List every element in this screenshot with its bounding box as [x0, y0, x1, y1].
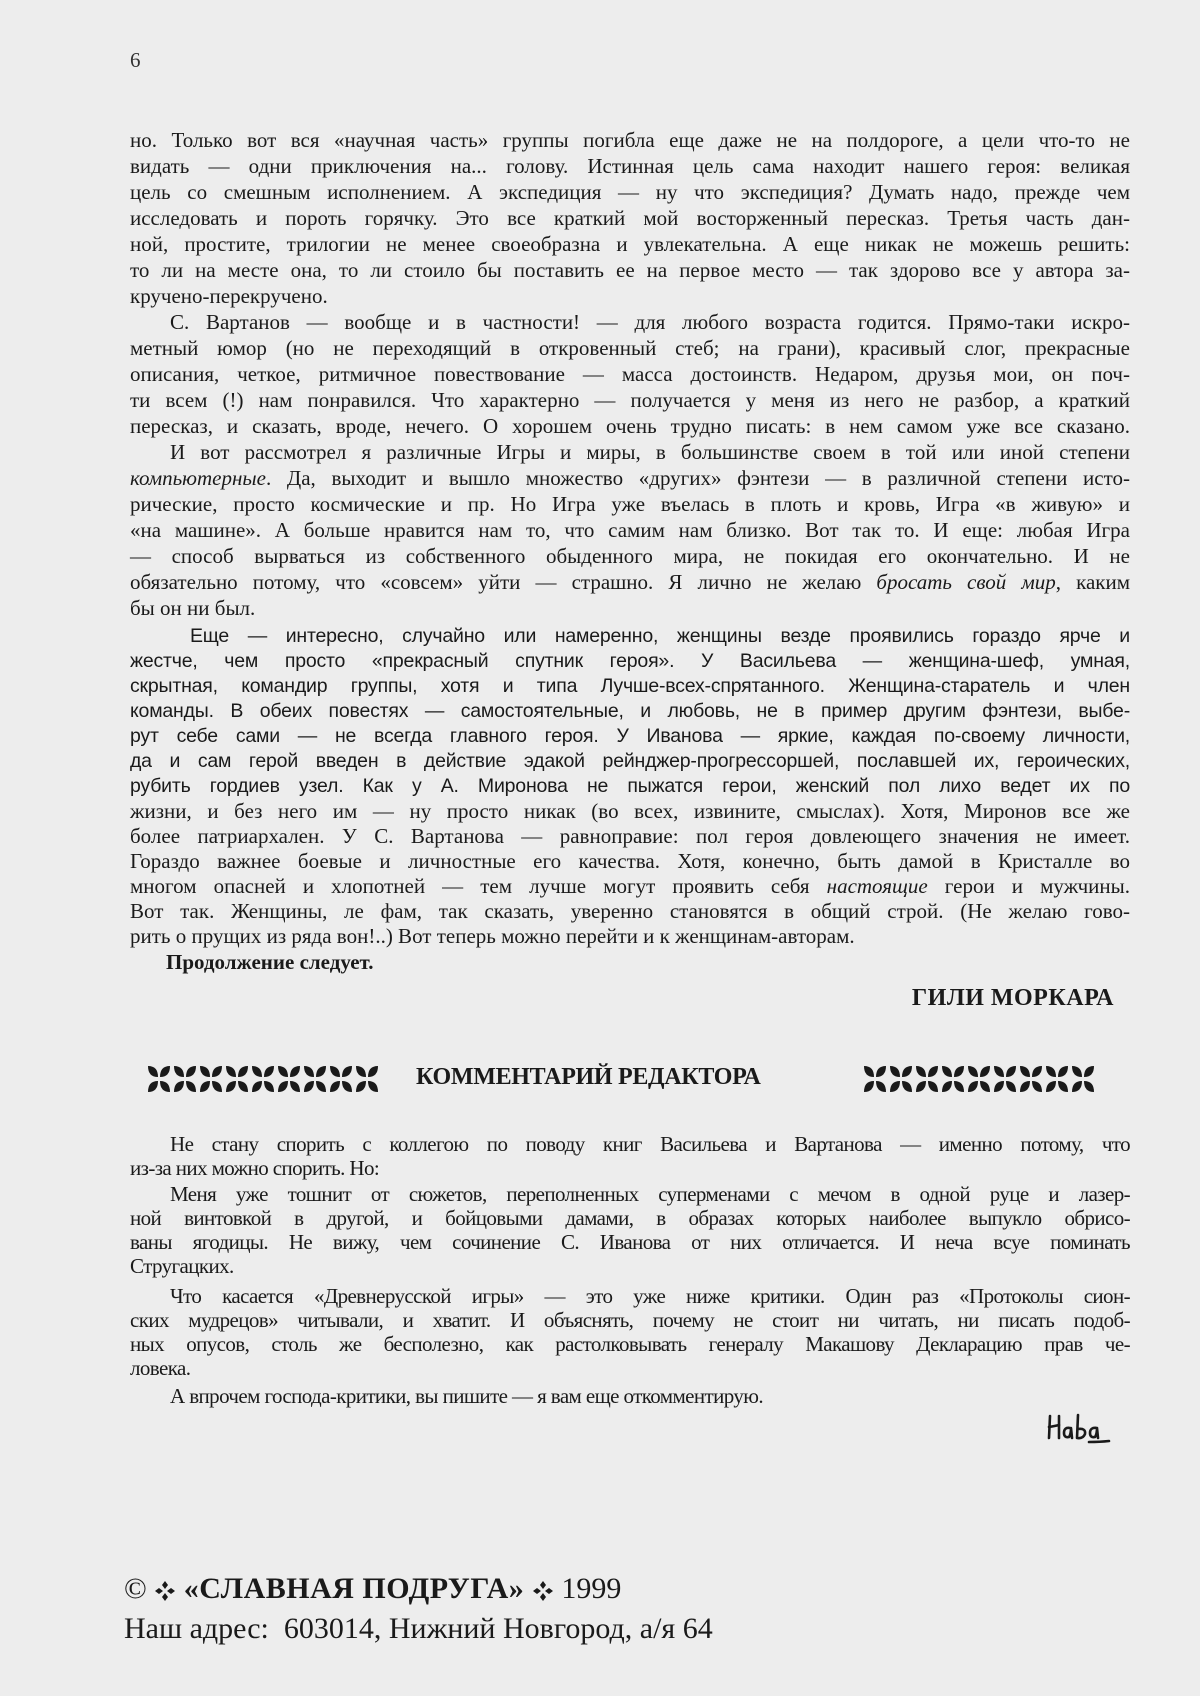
text-line: Вот так. Женщины, ле фам, так сказать, уверенно становятся в общий строй. (Не желаю гово- — [130, 899, 1130, 923]
text-line: рут себе сами — не всегда главного героя. У Иванова — яркие, каждая по-своему личности, — [130, 725, 1130, 747]
italic-text: компьютерные — [130, 466, 266, 490]
text-line: цель со смешным исполнением. А экспедиция — ну что экспедиция? Думать надо, прежде чем — [130, 180, 1130, 204]
editor-comment-title: КОММЕНТАРИЙ РЕДАКТОРА — [416, 1064, 761, 1090]
text-line: рить о прущих из ряда вон!..) Вот теперь можно перейти и к женщинам-авторам. — [130, 924, 855, 948]
text-line: да и сам герой введен в действие эдакой рейнджер-прогрессоршей, пославшей их, героических, — [130, 750, 1130, 772]
text-line: команды. В обеих повестях — самостоятельные, и любовь, не в пример другим фэнтези, выбе- — [130, 700, 1130, 722]
text-line: Что касается «Древнерусской игры» — это уже ниже критики. Один раз «Протоколы сион- — [170, 1284, 1130, 1308]
text-line: пересказ, и сказать, вроде, нечего. О хорошем очень трудно писать: в нем самом уже все сказано. — [130, 414, 1130, 438]
text-line: ти всем (!) нам понравился. Что характерно — получается у меня из него не разбор, а краткий — [130, 388, 1130, 412]
text-line: Гораздо важнее боевые и личностные его качества. Хотя, конечно, быть дамой в Кристалле во — [130, 849, 1130, 873]
text-line: И вот рассмотрел я различные Игры и миры, в большинстве своем в той или иной степени — [170, 440, 1130, 464]
address-value: 603014, Нижний Новгород, а/я 64 — [283, 1612, 713, 1645]
text-line: ловека. — [130, 1356, 191, 1380]
text-line: ной, простите, трилогии не менее своеобразна и увлекательна. А еще никак не можешь решить: — [130, 232, 1130, 256]
text-line: Не стану спорить с коллегою по поводу книг Васильева и Вартанова — именно потому, что — [170, 1132, 1130, 1156]
text-span: герои и мужчины. — [927, 874, 1130, 898]
leaf-chain-ornament-icon — [146, 1064, 386, 1094]
text-line: ной винтовкой в другой, и бойцовыми дамами, в образах которых наиболее выпукло обрисо- — [130, 1206, 1130, 1230]
text-line: но. Только вот вся «научная часть» группы погибла еще даже не на полдороге, а цели что-то не — [130, 128, 1130, 152]
italic-text: настоящие — [826, 874, 928, 898]
text-line: Еще — интересно, случайно или намеренно, женщины везде проявились гораздо ярче и — [190, 625, 1130, 647]
italic-text: бросать свой мир — [876, 570, 1056, 594]
four-diamond-icon — [154, 1580, 176, 1602]
text-line — [130, 466, 1130, 490]
four-diamond-icon — [532, 1580, 554, 1602]
text-line: ных опусов, столь же бесполезно, как растолковывать генералу Макашову Декларацию прав че- — [130, 1332, 1130, 1356]
text-line: скрытная, командир группы, хотя и типа Лучше-всех-спрятанного. Женщина-старатель и член — [130, 675, 1130, 697]
text-line: С. Вартанов — вообще и в частности! — для любого возраста годится. Прямо-таки искро- — [170, 310, 1130, 334]
text-line: Стругацких. — [130, 1254, 234, 1278]
text-line: рические, просто космические и пр. Но Игра уже въелась в плоть и кровь, Игра «в живую» и — [130, 492, 1130, 516]
text-span: обязательно потому, что «совсем» уйти — страшно. Я лично не желаю — [130, 570, 877, 594]
text-line: «на машине». А больше нравится нам то, что самим нам близко. Вот так то. И еще: любая Игра — [130, 518, 1130, 542]
text-line: кручено-перекручено. — [130, 284, 328, 308]
text-line: исследовать и пороть горячку. Это все краткий мой восторженный пересказ. Третья часть дан- — [130, 206, 1130, 230]
text-line: рубить гордиев узел. Как у А. Миронова не пыжатся герои, женский пол лихо ведет их по — [130, 775, 1130, 797]
text-line: — способ вырваться из собственного обыденного мира, не покидая его окончательно. И не — [130, 544, 1130, 568]
text-line: ваны ягодицы. Не вижу, чем сочинение С. Иванова от них отличается. И неча всуе поминать — [130, 1230, 1130, 1254]
footer-publisher-line — [124, 1572, 621, 1606]
article-author: ГИЛИ МОРКАРА — [911, 985, 1114, 1011]
text-line: то ли на месте она, то ли стоило бы поставить ее на первое место — так здорово все у автора за- — [130, 258, 1130, 282]
publisher-name: «СЛАВНАЯ ПОДРУГА» — [183, 1572, 525, 1605]
publication-year: 1999 — [561, 1572, 622, 1605]
text-line: Меня уже тошнит от сюжетов, переполненных суперменами с мечом в одной руце и лазер- — [170, 1182, 1130, 1206]
text-line: более патриархален. У С. Вартанова — равноправие: пол героя довлеющего значения не имеет. — [130, 824, 1130, 848]
text-line: ских мудрецов» читывали, и хватит. И объяснять, почему не стоит ни читать, ни писать подоб- — [130, 1308, 1130, 1332]
footer-address-line — [124, 1612, 713, 1646]
page-number: 6 — [130, 48, 141, 72]
text-line — [130, 570, 1130, 594]
text-line: жизни, и без него им — ну просто никак (во всех, извините, смыслах). Хотя, Миронов все же — [130, 799, 1130, 823]
text-span: многом опасней и хлопотней — тем лучше могут проявить себя — [130, 874, 827, 898]
copyright-symbol: © — [124, 1572, 147, 1605]
text-line — [130, 874, 1130, 898]
continuation-note: Продолжение следует. — [166, 950, 374, 974]
text-line: метный юмор (но не переходящий в откровенный стеб; на грани), красивый слог, прекрасные — [130, 336, 1130, 360]
address-label: Наш адрес: — [124, 1612, 269, 1645]
text-span: . Да, выходит и вышло множество «других» фэнтези — в различной степени исто- — [265, 466, 1130, 490]
text-line: видать — одни приключения на... голову. Истинная цель сама находит нашего героя: великая — [130, 154, 1130, 178]
text-line: описания, четкое, ритмичное повествование — масса достоинств. Недаром, друзья мои, он поч- — [130, 362, 1130, 386]
editor-signature — [1045, 1412, 1113, 1446]
text-span: , каким — [1055, 570, 1130, 594]
text-line: А впрочем господа-критики, вы пишите — я вам еще откомментирую. — [170, 1384, 763, 1408]
leaf-chain-ornament-icon — [862, 1064, 1102, 1094]
editor-comment-header — [146, 1062, 1106, 1098]
text-line: из-за них можно спорить. Но: — [130, 1156, 380, 1180]
text-line: бы он ни был. — [130, 596, 256, 620]
text-line: жестче, чем просто «прекрасный спутник героя». У Васильева — женщина-шеф, умная, — [130, 650, 1130, 672]
